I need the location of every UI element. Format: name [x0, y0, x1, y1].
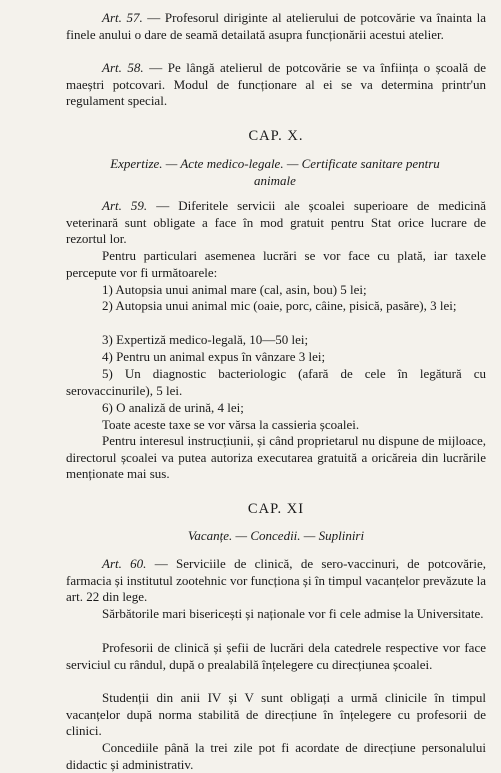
art-58-label: Art. 58.	[102, 60, 144, 75]
paid-services-paragraph: Pentru particulari asemenea lucrări se vor face cu plată, iar taxele percepute vor fi următoarele:	[66, 248, 486, 280]
art-58-paragraph	[66, 60, 486, 110]
chapter-xi-heading: CAP. XI	[247, 501, 305, 517]
art-57-label: Art. 57.	[102, 10, 143, 25]
art-60-text: — Serviciile de clinică, de sero-vaccinuri, de potcovărie, farmacia și institutul zootehnic vor funcționa și în timpul vacanțelor prevăzute la art. 22 din lege.	[66, 556, 486, 605]
fee-item-6: 6) O analiză de urină, 4 lei;	[102, 400, 244, 415]
art-58-text: — Pe lângă atelierul de potcovărie se va înființa o școală de maeștri potcovari. Modul de funcționare al ei se va determina printr'un regulament special.	[66, 60, 486, 109]
holidays-paragraph: Sărbătorile mari bisericești și naționale vor fi cele admise la Universitate.	[102, 606, 484, 621]
art-57-text: — Profesorul diriginte al atelierului de potcovărie va înainta la finele anului o dare de seamă detailată asupra funcționării acestui atelier.	[66, 10, 486, 42]
art-59-label: Art. 59.	[102, 198, 148, 213]
chapter-xi-title: Vacanțe. — Concedii. — Supliniri	[187, 528, 365, 543]
art-60-paragraph	[66, 556, 486, 606]
chapter-x-title: Expertize. — Acte medico-legale. — Certificate sanitare pentru animale	[110, 156, 440, 188]
students-paragraph: Studenții din anii IV și V sunt obligați a urmă clinicile în timpul vacanțelor după norma stabilită de direcțiune în înțelegere cu profesorii de clinici.	[66, 690, 486, 739]
art-59-paragraph	[66, 198, 486, 248]
professors-paragraph: Profesorii de clinică și șefii de lucrări dela catedrele respective vor face serviciul cu rândul, după o prealabilă înțelegere cu direcțiunea școalei.	[66, 640, 486, 672]
taxes-paragraph: Toate aceste taxe se vor vărsa la cassieria școalei.	[102, 417, 360, 432]
fee-item-1: 1) Autopsia unui animal mare (cal, asin, bou) 5 lei;	[102, 282, 367, 297]
fee-item-3: 3) Expertiză medico-legală, 10—50 lei;	[102, 332, 309, 347]
fee-item-5: 5) Un diagnostic bacteriologic (afară de cele în legătură cu serovaccinurile), 5 lei.	[66, 366, 486, 398]
chapter-x-heading: CAP. X.	[248, 128, 304, 144]
art-60-label: Art. 60.	[102, 556, 147, 571]
free-service-paragraph: Pentru interesul instrucțiunii, și când proprietarul nu dispune de mijloace, directorul școalei va putea autoriza executarea gratuită a oricăreia din lucrările menționate mai sus.	[66, 433, 486, 482]
leave-paragraph: Concediile până la trei zile pot fi acordate de direcțiune personalului didactic și administrativ.	[66, 740, 486, 772]
fee-item-4: 4) Pentru un animal expus în vânzare 3 lei;	[102, 349, 326, 364]
art-57-paragraph	[66, 10, 486, 43]
art-59-text: — Diferitele servicii ale școalei superioare de medicină veterinară sunt obligate a face în mod gratuit pentru Stat orice lucrare de rezortul lor.	[66, 198, 486, 247]
fee-item-2: 2) Autopsia unui animal mic (oaie, porc, câine, pisică, pasăre), 3 lei;	[102, 298, 457, 313]
